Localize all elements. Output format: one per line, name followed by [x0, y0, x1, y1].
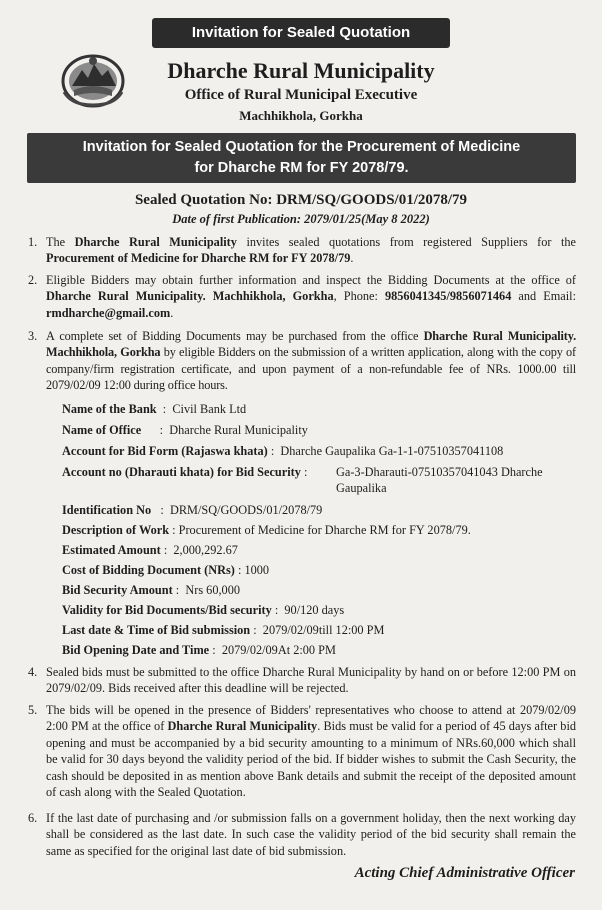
colon: : — [175, 583, 180, 597]
detail-row-opening — [62, 642, 336, 658]
signature: Acting Chief Administrative Officer — [354, 865, 575, 881]
detail-row-validity — [62, 602, 344, 618]
colon: : — [172, 523, 176, 537]
paragraph-6: If the last date of purchasing and /or submission falls on a government holiday, then the next working day shall be considered as the last date. In such case the validity period of the bid security shall remain the same as specified for the original last date of bid submission. — [46, 811, 576, 858]
bold-text: Procurement of Medicine for Dharche RM for FY 2078/79 — [46, 251, 351, 266]
bold-text: Dharche Rural Municipality — [74, 235, 237, 249]
publication-date: Date of first Publication: 2079/01/25(May 8 2022) — [172, 212, 430, 226]
colon: : — [162, 402, 167, 416]
item-number: 2. — [28, 273, 38, 287]
colon: : — [160, 503, 164, 517]
text: , Phone: — [333, 289, 385, 304]
bold-text: Dharche Rural Municipality — [167, 719, 318, 734]
item-number: 3. — [28, 329, 38, 343]
detail-key: Cost of Bidding Document (NRs) — [62, 563, 235, 577]
detail-row-office — [62, 422, 308, 438]
bold-text: Dharche Rural Municipality. Machhikhola, Gorkha — [46, 329, 576, 360]
detail-value: Civil Bank Ltd — [172, 402, 247, 416]
paragraph-4: Sealed bids must be submitted to the office Dharche Rural Municipality by hand on or before 12:00 PM on 2079/02/09. Bids received after this deadline will be rejected. — [46, 665, 576, 696]
colon: : — [274, 603, 279, 617]
text: . — [170, 305, 174, 320]
text: by eligible Bidders on the submission of a written application, along with the copy of company/firm registration certificate, and upon payment of a non-refundable fee of NRs. 1000.00 till 2079/02/09 12:00 during office hours. — [46, 345, 576, 393]
org-office: Office of Rural Municipal Executive — [184, 87, 418, 103]
detail-row-bid-security-amount — [62, 582, 240, 598]
text: The — [46, 235, 75, 249]
text: . — [350, 251, 354, 266]
detail-key: Name of Office — [62, 423, 142, 437]
detail-row-identification — [62, 502, 322, 518]
colon: : — [303, 465, 308, 479]
item-number: 6. — [28, 811, 38, 825]
email-text: rmdharche@gmail.com — [46, 305, 171, 320]
detail-key: Account no (Dharauti khata) for Bid Security — [62, 465, 301, 479]
colon: : — [159, 423, 164, 437]
detail-value: 1000 — [244, 563, 270, 577]
detail-key: Name of the Bank — [62, 402, 157, 416]
detail-key: Last date & Time of Bid submission — [62, 623, 251, 637]
colon: : — [212, 643, 216, 657]
text: A complete set of Bidding Documents may be purchased from the office — [46, 329, 424, 343]
item-number: 5. — [28, 703, 38, 717]
detail-value: Nrs 60,000 — [185, 583, 240, 597]
paragraph-2 — [46, 272, 576, 321]
detail-value: Procurement of Medicine for Dharche RM for FY 2078/79. — [178, 523, 471, 537]
item-number: 4. — [28, 665, 38, 679]
top-banner: Invitation for Sealed Quotation — [152, 18, 450, 48]
colon: : — [270, 444, 275, 458]
detail-value: Dharche Rural Municipality — [169, 423, 308, 437]
detail-value: DRM/SQ/GOODS/01/2078/79 — [169, 503, 323, 517]
detail-value: 2079/02/09till 12:00 PM — [262, 623, 385, 637]
text: The bids will be opened in the presence of Bidders' representatives who choose to attend at 2079/02/09 2:00 PM at the office of — [46, 703, 576, 734]
text: invites sealed quotations from registered Suppliers for the — [236, 235, 576, 249]
detail-key: Identification No — [62, 503, 152, 517]
notice-title-line1: Invitation for Sealed Quotation for the Procurement of Medicine — [82, 139, 521, 155]
detail-row-estimated-amount — [62, 542, 238, 558]
colon: : — [253, 623, 257, 637]
detail-row-bank — [62, 401, 246, 417]
detail-value: 90/120 days — [284, 603, 345, 617]
detail-key: Estimated Amount — [62, 543, 161, 557]
detail-value: 2,000,292.67 — [173, 543, 238, 557]
paragraph-3 — [46, 328, 576, 394]
colon: : — [237, 563, 242, 577]
paragraph-1 — [46, 234, 576, 267]
detail-key: Validity for Bid Documents/Bid security — [62, 603, 272, 617]
colon: : — [163, 543, 168, 557]
bold-text: 9856041345/9856071464 — [384, 289, 512, 304]
detail-key: Bid Security Amount — [62, 583, 173, 597]
detail-key: Account for Bid Form (Rajaswa khata) — [62, 444, 268, 458]
nepal-emblem-icon — [60, 52, 126, 108]
detail-key: Description of Work — [62, 523, 170, 537]
detail-value: 2079/02/09At 2:00 PM — [221, 643, 336, 657]
detail-key: Bid Opening Date and Time — [62, 643, 210, 657]
notice-title-line2: for Dharche RM for FY 2078/79. — [194, 160, 409, 176]
detail-row-description — [62, 522, 471, 538]
paragraph-5 — [46, 702, 576, 800]
detail-row-last-date — [62, 622, 384, 638]
detail-row-bid-form — [62, 443, 503, 459]
detail-row-document-cost — [62, 562, 269, 578]
bold-text: Dharche Rural Municipality. Machhikhola, Gorkha — [46, 289, 334, 304]
org-location: Machhikhola, Gorkha — [239, 108, 363, 123]
detail-row-security-account — [62, 464, 307, 480]
detail-value: Ga-3-Dharauti-07510357041043 Dharche Gaupalika — [336, 465, 543, 495]
text: Eligible Bidders may obtain further information and inspect the Bidding Documents at the office of — [46, 273, 576, 287]
quotation-number: Sealed Quotation No: DRM/SQ/GOODS/01/2078/79 — [134, 192, 468, 208]
detail-value: Dharche Gaupalika Ga-1-1-07510357041108 — [280, 444, 504, 458]
text: and Email: — [511, 289, 577, 304]
notice-title — [27, 133, 576, 183]
item-number: 1. — [28, 235, 38, 249]
org-name: Dharche Rural Municipality — [167, 58, 435, 83]
text: . Bids must be valid for a period of 45 days after bid opening and must be accompanied by a bid security amounting to a minimum of NRs.60,000 which shall be valid for 30 days beyond the validity period of the bid. If bidder wishes to submit the Cash Security, the cash should be deposited in as mention above Bank details and submit the receipt of the deposited amount of cash along with the Sealed Quotation. — [46, 719, 577, 800]
